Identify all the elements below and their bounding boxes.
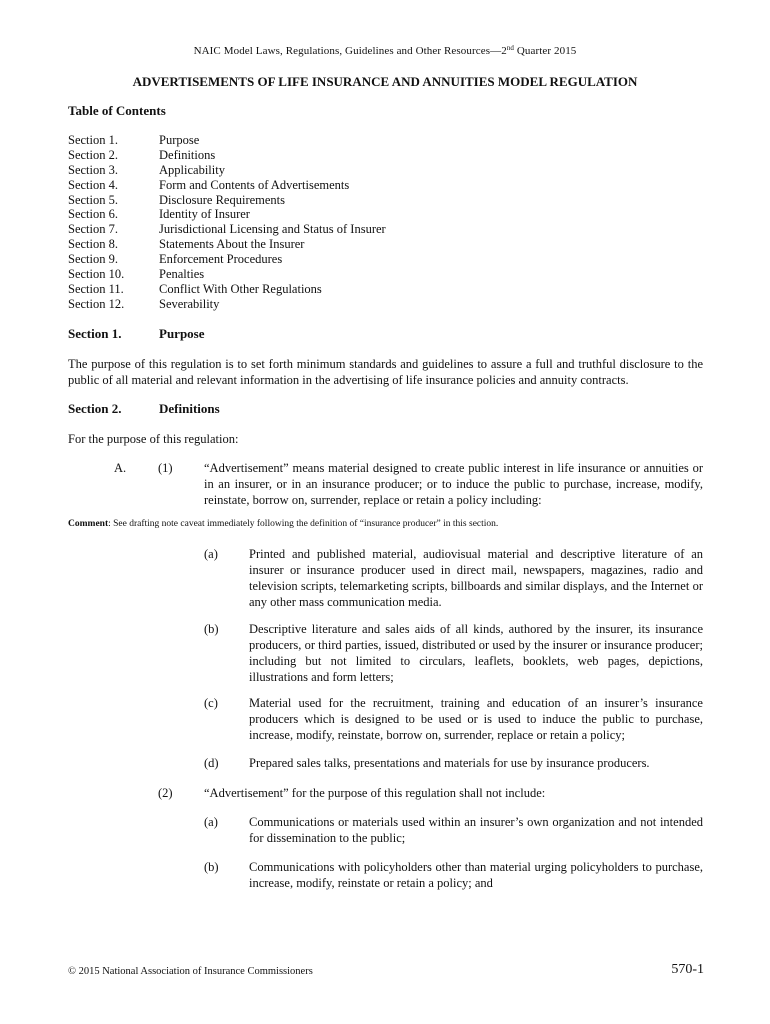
running-header-superscript: nd [506,44,515,52]
toc-row [68,193,386,208]
section-2-heading [68,401,220,417]
toc-section-number: Section 1. [68,133,118,147]
running-header [0,45,770,57]
running-header-text: NAIC Model Laws, Regulations, Guidelines and Other Resources—2 [193,45,507,57]
toc-section-title: Penalties [159,267,205,282]
comment-text: : See drafting note caveat immediately following the definition of “insurance producer” in this section. [108,519,499,529]
section-2-title: Definitions [159,401,220,416]
toc-row [68,282,386,297]
toc-section-title: Enforcement Procedures [159,252,283,267]
item-2b-text: Communications with policyholders other than material urging policyholders to purchase, increase, modify, reinstate or retain a policy; and [249,860,703,890]
section-1-title: Purpose [159,326,205,341]
toc-row [68,297,386,312]
section-2-intro: For the purpose of this regulation: [68,432,239,446]
item-2-text: “Advertisement” for the purpose of this regulation shall not include: [204,786,546,800]
footer-copyright: © 2015 National Association of Insurance Commissioners [68,966,313,977]
section-1-number: Section 1. [68,326,122,341]
comment-note [68,519,498,529]
page-number: 570-1 [671,962,704,977]
toc-section-number: Section 11. [68,281,124,296]
section-2-number: Section 2. [68,401,122,416]
toc-section-number: Section 9. [68,252,118,267]
item-1d-label: (d) [204,756,219,770]
item-1a-text: Printed and published material, audiovisual material and descriptive literature of an insurer or insurance producer used in direct mail, newspapers, magazines, radio and television scripts, telemarketing scripts, billboards and similar displays, and the Internet or any other mass communication media. [249,547,703,609]
toc-row [68,222,386,237]
toc-row [68,178,386,193]
item-1-label: (1) [158,461,173,475]
toc-section-title: Severability [159,296,220,311]
toc-row [68,163,386,178]
document-title: ADVERTISEMENTS OF LIFE INSURANCE AND ANNUITIES MODEL REGULATION [132,74,638,89]
item-1b-text: Descriptive literature and sales aids of all kinds, authored by the insurer, its insurance producers, or third parties, issued, distributed or used by the insurer or insurance producer; including but not limited to circulars, leaflets, booklets, web pages, depictions, illustrations and form letters; [249,622,703,684]
item-1c-label: (c) [204,696,218,710]
toc-row [68,267,386,282]
item-1a-label: (a) [204,547,218,561]
comment-label: Comment [68,519,109,529]
item-1c-text: Material used for the recruitment, training and education of an insurer’s insurance producers which is designed to be used or is used to induce the public to purchase, increase, modify, reinstate, borrow on, surrender, replace or retain a policy; [249,696,703,742]
toc-row [68,148,386,163]
item-1d-text: Prepared sales talks, presentations and materials for use by insurance producers. [249,756,650,770]
table-of-contents [68,133,386,312]
subsection-a-label: A. [114,461,127,475]
item-2b-label: (b) [204,860,219,874]
toc-section-title: Form and Contents of Advertisements [159,177,350,192]
toc-section-number: Section 8. [68,237,118,252]
section-1-heading [68,326,205,342]
section-1-text: The purpose of this regulation is to set forth minimum standards and guidelines to assure a full and truthful disclosure to the public of all material and relevant information in the advertising of life insurance policies and annuity contracts. [68,357,703,387]
toc-section-title: Identity of Insurer [159,207,250,222]
toc-section-number: Section 5. [68,192,118,207]
toc-section-title: Applicability [159,162,225,177]
item-1b-label: (b) [204,622,219,636]
toc-section-number: Section 7. [68,222,118,237]
toc-section-number: Section 10. [68,267,125,282]
item-2a-label: (a) [204,815,218,829]
toc-row [68,133,386,148]
item-2a-text: Communications or materials used within an insurer’s own organization and not intended for dissemination to the public; [249,815,703,845]
toc-section-number: Section 2. [68,147,118,162]
toc-heading: Table of Contents [68,103,166,118]
toc-row [68,252,386,267]
toc-section-title: Purpose [159,133,200,147]
toc-section-title: Disclosure Requirements [159,192,286,207]
toc-section-number: Section 6. [68,207,118,222]
toc-section-number: Section 12. [68,296,125,311]
toc-row [68,207,386,222]
item-1-text: “Advertisement” means material designed to create public interest in life insurance or annuities or in an insurer, or in an insurance producer; or to induce the public to purchase, increase, modify, reinstate, borrow on, surrender, replace or retain a policy including: [204,461,703,507]
toc-row [68,237,386,252]
item-2-label: (2) [158,786,173,800]
toc-section-title: Definitions [159,147,216,162]
toc-section-title: Jurisdictional Licensing and Status of Insurer [159,222,386,237]
toc-section-number: Section 4. [68,177,118,192]
toc-section-number: Section 3. [68,162,118,177]
toc-section-title: Statements About the Insurer [159,237,305,252]
toc-section-title: Conflict With Other Regulations [159,281,322,296]
running-header-suffix: Quarter 2015 [514,45,577,57]
